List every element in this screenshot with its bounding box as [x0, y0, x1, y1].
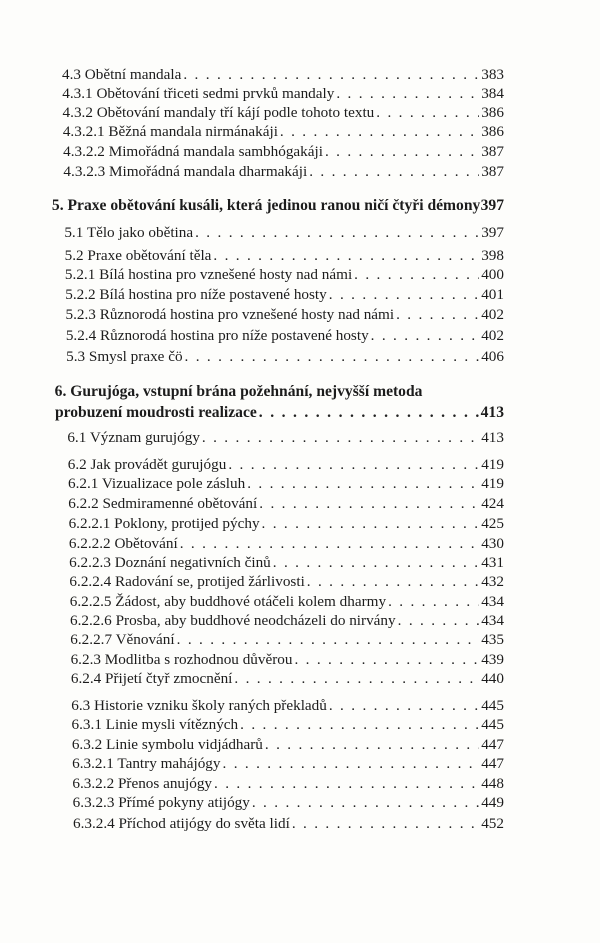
dot-leader — [240, 716, 479, 734]
toc-entry-title: 4.3.2 Obětování mandaly tří kájí podle tohoto textu — [62, 104, 375, 121]
dot-leader — [396, 306, 479, 324]
toc-entry-title: 4.3 Obětní mandala — [62, 66, 182, 83]
toc-entry — [67, 429, 504, 447]
toc-page-number: 402 — [481, 327, 504, 344]
toc-entry-title: 6.2.2.5 Žádost, aby buddhové otáčeli kolem dharmy — [69, 593, 387, 610]
toc-entry-title: 5.2.2 Bílá hostina pro níže postavené hosty — [65, 286, 327, 303]
toc-page-number: 424 — [481, 495, 504, 512]
dot-leader — [252, 794, 479, 812]
toc-page-number: 400 — [481, 266, 504, 283]
dot-leader — [388, 593, 479, 611]
toc-entry — [63, 104, 504, 122]
toc-entry-title: 6. Gurujóga, vstupní brána požehnání, nejvyšší metoda — [54, 383, 423, 400]
toc-entry-title: 4.3.2.3 Mimořádná mandala dharmakáji — [63, 163, 308, 180]
toc-page-number: 431 — [481, 554, 504, 571]
dot-leader — [183, 66, 479, 84]
toc-entry — [71, 697, 504, 715]
dot-leader — [371, 327, 480, 345]
toc-entry — [68, 475, 504, 493]
toc-page-number: 387 — [481, 163, 504, 180]
toc-entry-title: 5.2 Praxe obětování těla — [64, 247, 212, 264]
toc-entry-title: 6.2.1 Vizualizace pole zásluh — [67, 475, 246, 492]
toc-entry — [71, 651, 504, 669]
dot-leader — [280, 123, 479, 141]
toc-entry-title: 6.2.2.2 Obětování — [68, 535, 178, 552]
toc-entry-title: 6.2.3 Modlitba s rozhodnou důvěrou — [70, 651, 293, 668]
toc-page-number: 386 — [481, 104, 504, 121]
dot-leader — [177, 631, 480, 649]
toc-entry — [73, 794, 504, 812]
toc-page-number: 419 — [481, 475, 504, 492]
dot-leader — [376, 104, 479, 122]
toc-page-number: 419 — [481, 456, 504, 473]
toc-entry-title: 5.2.4 Různorodá hostina pro níže postavené hosty — [65, 327, 369, 344]
dot-leader — [180, 535, 480, 553]
toc-page-number: 384 — [481, 85, 504, 102]
toc-page-number: 445 — [481, 697, 504, 714]
toc-entry — [72, 775, 504, 793]
toc-entry — [63, 163, 504, 181]
toc-entry-title: 6.3.2.2 Přenos anujógy — [72, 775, 213, 792]
toc-chapter-entry — [55, 383, 504, 401]
toc-page-number: 447 — [481, 736, 504, 753]
toc-entry — [69, 515, 504, 533]
toc-page-number: 452 — [481, 815, 504, 832]
dot-leader — [398, 612, 480, 630]
toc-entry — [66, 348, 504, 366]
toc-page-number: 430 — [481, 535, 504, 552]
toc-entry-title: 6.2.2.6 Prosba, aby buddhové neodcházeli do nirvány — [70, 612, 396, 629]
dot-leader — [265, 736, 479, 754]
toc-page-number: 397 — [480, 197, 504, 214]
toc-page-number: 386 — [481, 123, 504, 140]
toc-entry-title: 6.2.2.4 Radování se, protijed žárlivosti — [69, 573, 305, 590]
toc-page-number: 434 — [481, 612, 504, 629]
toc-entry — [72, 736, 504, 754]
toc-page-number: 432 — [481, 573, 504, 590]
toc-entry — [66, 306, 504, 324]
toc-entry-title: 6.1 Význam gurujógy — [67, 429, 200, 446]
toc-entry — [68, 495, 504, 513]
toc-entry-title: 5.2.1 Bílá hostina pro vznešené hosty nad námi — [64, 266, 353, 283]
dot-leader — [214, 775, 479, 793]
toc-entry — [65, 286, 504, 304]
dot-leader — [195, 224, 479, 242]
toc-page-number: 397 — [481, 224, 504, 241]
toc-entry-title: 6.3.2.3 Přímé pokyny atijógy — [72, 794, 250, 811]
dot-leader — [247, 475, 479, 493]
toc-entry-title: 6.2.2.7 Věnování — [70, 631, 175, 648]
dot-leader — [228, 456, 479, 474]
toc-entry-title: 6.3.2 Linie symbolu vidjádharů — [71, 736, 263, 753]
toc-entry — [69, 573, 504, 591]
dot-leader — [259, 404, 479, 422]
toc-entry-title: 6.2.2.3 Doznání negativních činů — [69, 554, 271, 571]
dot-leader — [234, 670, 479, 688]
toc-entry — [62, 85, 504, 103]
toc-entry-title: 6.2.4 Přijetí čtyř zmocnění — [70, 670, 233, 687]
toc-entry — [65, 247, 504, 265]
toc-entry-title: probuzení moudrosti realizace — [54, 404, 257, 421]
toc-entry-title: 6.3.2.4 Příchod atijógy do světa lidí — [72, 815, 290, 832]
toc-entry-title: 6.2.2.1 Poklony, protijed pýchy — [68, 515, 260, 532]
toc-page-number: 425 — [481, 515, 504, 532]
toc-page-number: 434 — [481, 593, 504, 610]
dot-leader — [294, 651, 479, 669]
dot-leader — [273, 554, 479, 572]
toc-entry — [69, 535, 504, 553]
toc-entry — [72, 716, 504, 734]
toc-entry-title: 5.1 Tělo jako obětina — [64, 224, 194, 241]
toc-page-number: 398 — [481, 247, 504, 264]
toc-entry-title: 5.3 Smysl praxe čö — [66, 348, 183, 365]
toc-entry — [64, 224, 504, 242]
toc-entry — [65, 266, 504, 284]
toc-entry-title: 5. Praxe obětování kusáli, která jedinou ranou ničí čtyři démony — [51, 197, 481, 214]
toc-entry — [68, 456, 504, 474]
toc-page-number: 413 — [480, 404, 504, 421]
dot-leader — [329, 286, 479, 304]
toc-entry-title: 4.3.2.2 Mimořádná mandala sambhógakáji — [63, 143, 323, 160]
toc-entry — [63, 123, 504, 141]
toc-page-number: 448 — [481, 775, 504, 792]
dot-leader — [292, 815, 479, 833]
dot-leader — [185, 348, 480, 366]
toc-entry — [63, 143, 504, 161]
toc-entry — [70, 593, 504, 611]
toc-entry-title: 6.2.2 Sedmiramenné obětování — [68, 495, 258, 512]
dot-leader — [213, 247, 479, 265]
toc-page-number: 449 — [481, 794, 504, 811]
toc-page-number: 445 — [481, 716, 504, 733]
dot-leader — [307, 573, 479, 591]
toc-entry-title: 4.3.1 Obětování třiceti sedmi prvků mandaly — [62, 85, 335, 102]
toc-page-number: 383 — [481, 66, 504, 83]
toc-page-number: 402 — [481, 306, 504, 323]
dot-leader — [309, 163, 479, 181]
toc-entry — [66, 327, 504, 345]
dot-leader — [202, 429, 479, 447]
toc-entry — [70, 612, 504, 630]
toc-entry-title: 6.3 Historie vzniku školy raných překladů — [71, 697, 327, 714]
toc-page-number: 435 — [481, 631, 504, 648]
toc-entry — [69, 554, 504, 572]
toc-entry-title: 4.3.2.1 Běžná mandala nirmánakáji — [62, 123, 278, 140]
toc-entry-title: 6.3.2.1 Tantry mahájógy — [72, 755, 221, 772]
toc-page-number: 401 — [481, 286, 504, 303]
dot-leader — [354, 266, 479, 284]
toc-page-number: 447 — [481, 755, 504, 772]
toc-page-number: 440 — [481, 670, 504, 687]
toc-page-number: 406 — [481, 348, 504, 365]
toc-entry — [70, 631, 504, 649]
toc-entry — [72, 755, 504, 773]
toc-entry-title: 6.2 Jak provádět gurujógu — [67, 456, 227, 473]
toc-entry-title: 5.2.3 Různorodá hostina pro vznešené hosty nad námi — [65, 306, 395, 323]
toc-entry — [71, 670, 504, 688]
dot-leader — [223, 755, 480, 773]
dot-leader — [336, 85, 479, 103]
dot-leader — [262, 515, 480, 533]
toc-page-number: 413 — [481, 429, 504, 446]
toc-page-number: 439 — [481, 651, 504, 668]
toc-entry — [73, 815, 504, 833]
toc-entry-title: 6.3.1 Linie mysli vítězných — [71, 716, 239, 733]
toc-chapter-entry — [55, 404, 504, 422]
dot-leader — [329, 697, 479, 715]
dot-leader — [325, 143, 479, 161]
toc-entry — [62, 66, 504, 84]
toc-page-number: 387 — [481, 143, 504, 160]
toc-chapter-entry — [52, 197, 504, 215]
dot-leader — [259, 495, 479, 513]
